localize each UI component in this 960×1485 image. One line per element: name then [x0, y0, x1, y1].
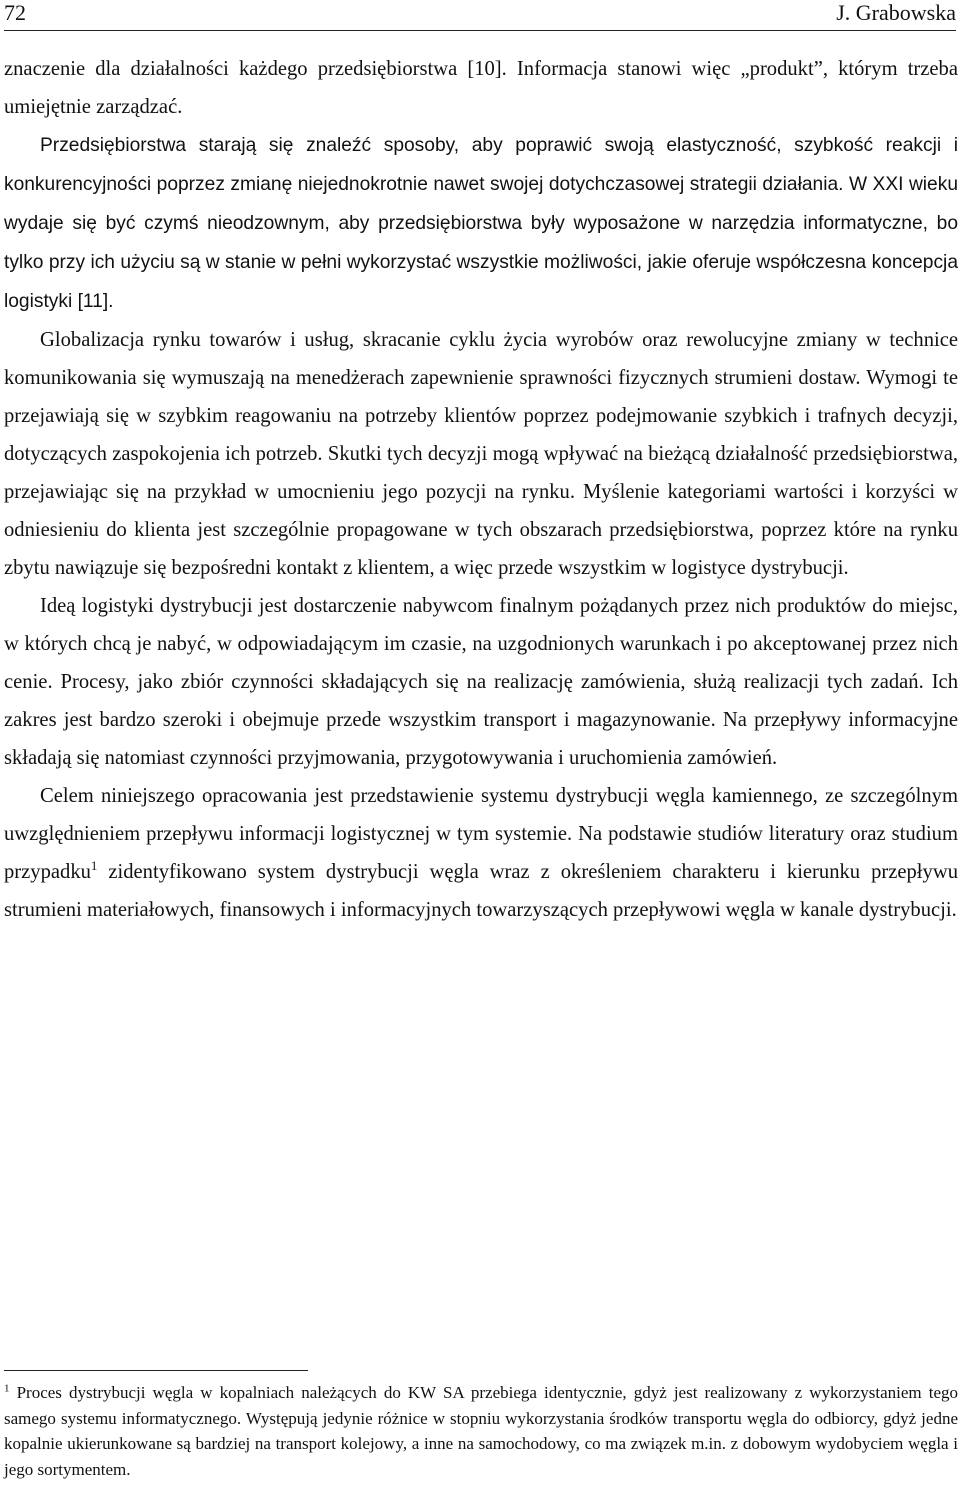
paragraph-globalization: Globalizacja rynku towarów i usług, skracanie cyklu życia wyrobów oraz rewolucyjne zmiany w technice komunikowania się wymuszają na menedżerach zapewnienie sprawności fizycznych strumieni dostaw. Wymogi te przejawiają się w szybkim reagowaniu na potrzeby klientów poprzez podejmowanie szybkich i trafnych decyzji, dotyczących zaspokojenia ich potrzeb. Skutki tych decyzji mogą wpływać na bieżącą działalność przedsiębiorstwa, przejawiając się na przykład w umocnieniu jego pozycji na rynku. Myślenie kategoriami wartości i korzyści w odniesieniu do klienta jest szczególnie propagowane w tych obszarach przedsiębiorstwa, poprzez które na rynku zbytu nawiązuje się bezpośredni kontakt z klientem, a więc przede wszystkim w logistyce dystrybucji. — [4, 329, 958, 579]
running-header — [4, 0, 956, 31]
paragraph-aim-text-2: zidentyfikowano system dystrybucji węgla wraz z określeniem charakteru i kierunku przepływu strumieni materiałowych, finansowych i informacyjnych towarzyszących przepływowi węgla w kanale dystrybucji. — [4, 861, 958, 921]
paragraph-distribution-idea: Ideą logistyki dystrybucji jest dostarczenie nabywcom finalnym pożądanych przez nich produktów do miejsc, w których chcą je nabyć, w odpowiadającym im czasie, na uzgodnionych warunkach i po akceptowanej przez nich cenie. Procesy, jako zbiór czynności składających się na realizację zamówienia, służą realizacji tych zadań. Ich zakres jest bardzo szeroki i obejmuje przede wszystkim transport i magazynowanie. Na przepływy informacyjne składają się natomiast czynności przyjmowania, przygotowywania i uruchomienia zamówień. — [4, 595, 958, 769]
paragraph-aim-text-1: Celem niniejszego opracowania jest przedstawienie systemu dystrybucji węgla kamiennego, ze szczególnym uwzględnieniem przepływu informacji logistycznej w tym systemie. Na podstawie studiów literatury oraz studium przypadku — [4, 785, 958, 883]
footnote-marker: 1 — [4, 1382, 10, 1395]
running-header-author: J. Grabowska — [836, 0, 956, 25]
paragraph-flexibility — [4, 126, 958, 321]
footnote-rule — [4, 1370, 308, 1371]
paragraph-flexibility-sans-part: Przedsiębiorstwa starają się znaleźć sposoby, aby poprawić swoją elastyczność, szybkość reakcji i konkurencyjności poprzez zmianę niejednokrotnie nawet swojej dotychczasowej strategii działania. W XXI wieku wydaje się być czymś nieodzownym, aby przedsiębiorstwa były wyposażone w narzędzia informatyczne, bo tylko przy ich użyciu są w stanie w pełni wykorzystać wszystkie możliwości, jakie oferuje współczesna koncepcja logistyki [11]. — [4, 135, 958, 312]
footnote-reference: 1 — [90, 858, 98, 874]
footnote — [4, 1380, 958, 1482]
paragraph-continued: znaczenie dla działalności każdego przedsiębiorstwa [10]. Informacja stanowi więc „produkt”, którym trzeba umiejętnie zarządzać. — [4, 58, 958, 118]
paragraph-aim — [4, 777, 958, 929]
page-number: 72 — [4, 0, 26, 25]
body-text — [4, 50, 958, 929]
footnote-text: Proces dystrybucji węgla w kopalniach należących do KW SA przebiega identycznie, gdyż jest realizowany z wykorzystaniem tego samego systemu informatycznego. Występują jedynie różnice w stopniu wykorzystania środków transportu węgla do odbiorcy, gdyż jedne kopalnie ukierunkowane są bardziej na transport kolejowy, a inne na samochodowy, co ma związek m.in. z dobowym wydobyciem węgla i jego sortymentem. — [4, 1383, 958, 1479]
footnote-paragraph — [4, 1380, 958, 1482]
